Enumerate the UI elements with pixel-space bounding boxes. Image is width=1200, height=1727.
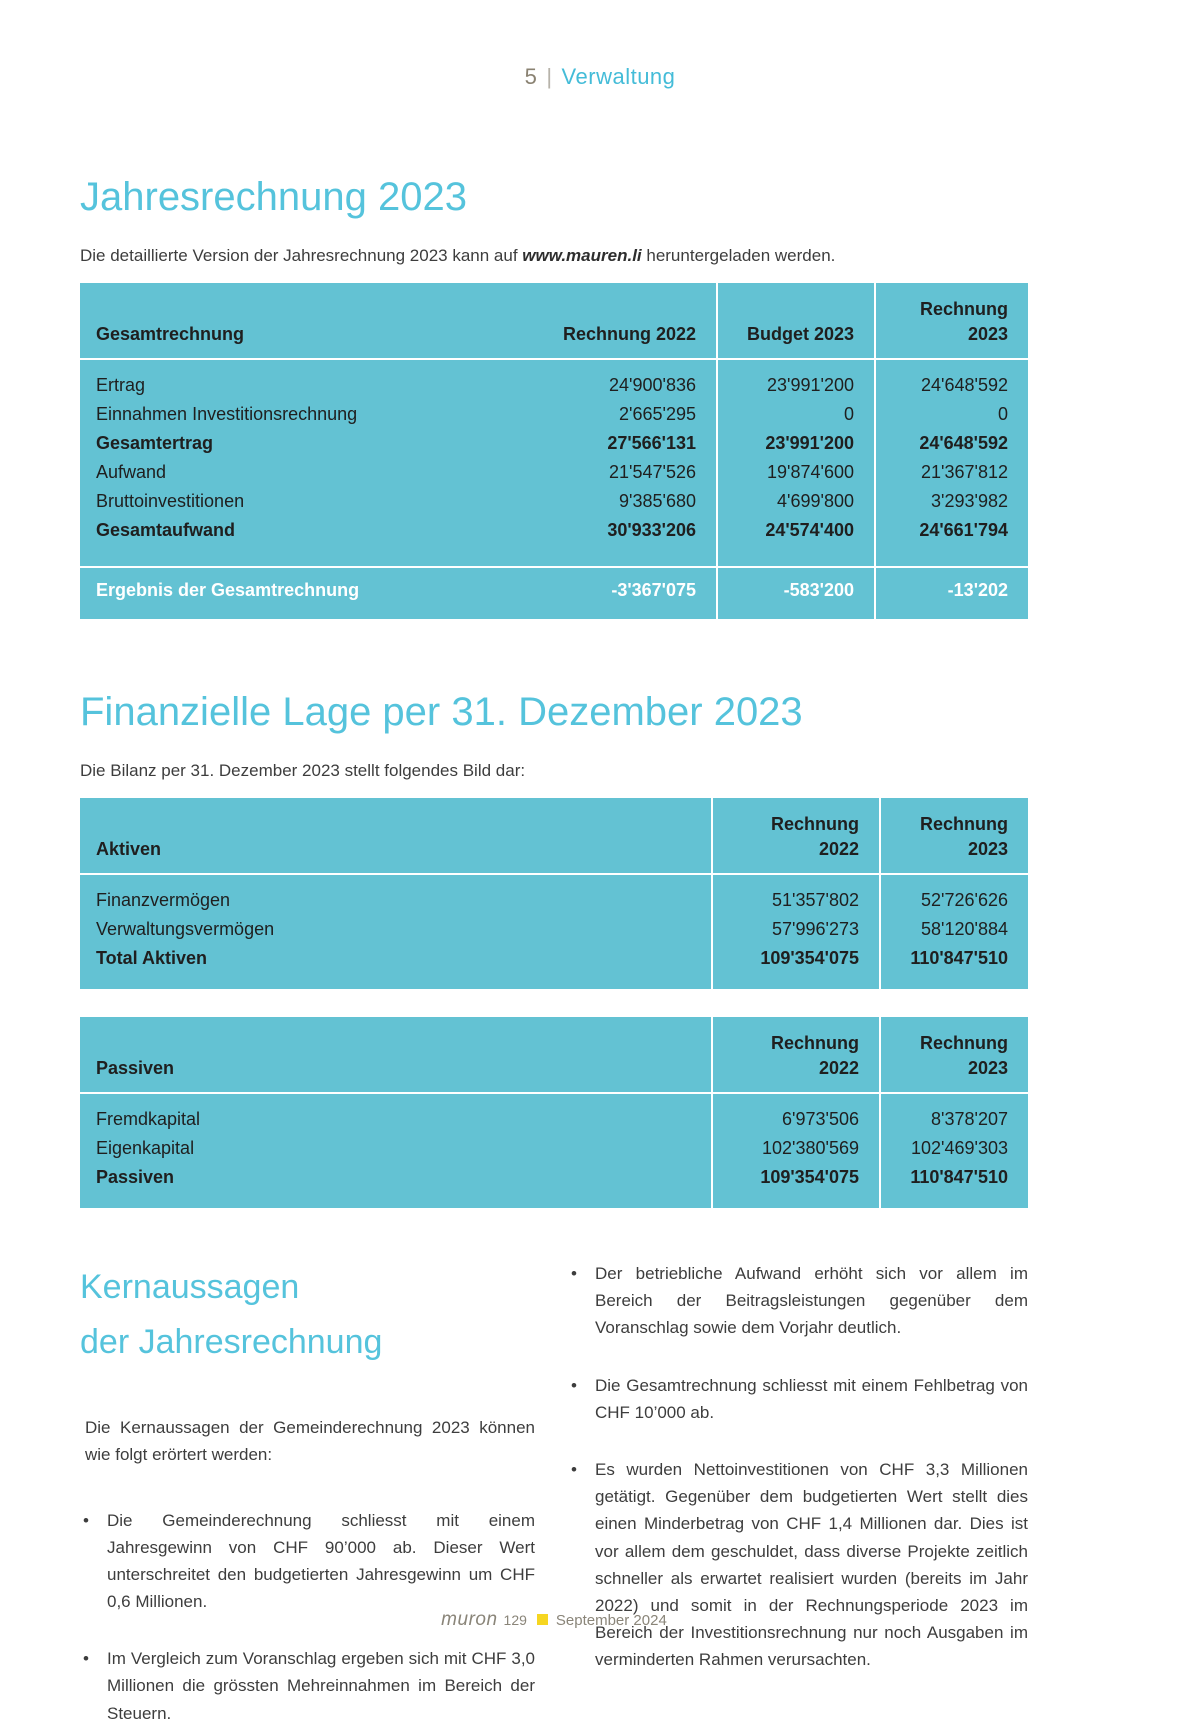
table-spacer-row (80, 1192, 1028, 1208)
table-row (80, 1134, 1028, 1163)
title-line-1: Kernaussagen (80, 1268, 300, 1306)
kernaussagen-intro: Die Kernaussagen der Gemeinderechnung 2023 können wie folgt erörtert werden: (85, 1418, 535, 1465)
table-row-total (80, 1163, 1028, 1192)
chapter-number: 5 (524, 64, 538, 89)
cell-value: -583'200 (717, 567, 875, 619)
cell-value: 109'354'075 (712, 1163, 880, 1192)
cell-value: 24'900'836 (609, 375, 696, 395)
bullet-item: • Der betriebliche Aufwand erhöht sich vor allem im Bereich der Beitragsleistungen gegenüber dem Voranschlag sowie dem Vorjahr deutlich. (568, 1260, 1028, 1342)
kernaussagen-right-column (568, 1260, 1028, 1727)
table-header-row (80, 1017, 1028, 1093)
cell-value: 0 (717, 400, 875, 429)
kernaussagen-left-column (80, 1260, 535, 1727)
cell-value: 109'354'075 (712, 944, 880, 973)
column-header: Budget 2023 (717, 283, 875, 359)
table-row (80, 487, 1028, 516)
kernaussagen-section (80, 1260, 1028, 1727)
bullet-item: • Die Gemeinderechnung schliesst mit einem Jahresgewinn von CHF 90’000 ab. Dieser Wert unterschreitet den budgetierten Jahresgewinn um CHF 0,6 Millionen. (80, 1507, 535, 1616)
cell-value: -3'367'075 (611, 580, 696, 600)
column-header: Rechnung 2022 (712, 1017, 880, 1093)
cell-value: 24'648'592 (875, 429, 1028, 458)
page-header (0, 0, 1200, 90)
cell-value: 110'847'510 (880, 1163, 1028, 1192)
table-rule-row (80, 545, 1028, 567)
intro-text-suffix: heruntergeladen werden. (641, 246, 836, 265)
row-label: Passiven (96, 1167, 175, 1187)
cell-value: 9'385'680 (619, 491, 696, 511)
header-separator: | (546, 64, 553, 89)
section-title-kernaussagen (80, 1260, 535, 1370)
column-header: Rechnung 2023 (880, 1017, 1028, 1093)
row-label: Verwaltungsvermögen (96, 919, 275, 939)
table-row (80, 915, 1028, 944)
table-spacer-row (80, 874, 1028, 886)
table-passiven (80, 1017, 1028, 1208)
row-label: Total Aktiven (96, 948, 208, 968)
cell-value: 8'378'207 (880, 1105, 1028, 1134)
cell-value: 52'726'626 (880, 886, 1028, 915)
table-row (80, 458, 1028, 487)
table-spacer-row (80, 1093, 1028, 1105)
page-content (80, 174, 1028, 1727)
cell-value: 23'991'200 (717, 371, 875, 400)
table-row-total (80, 944, 1028, 973)
chapter-title: Verwaltung (561, 64, 676, 89)
row-label: Ergebnis der Gesamtrechnung (96, 580, 360, 600)
table-result-row (80, 567, 1028, 619)
table-title: Gesamtrechnung (80, 283, 492, 359)
cell-value: 24'574'400 (717, 516, 875, 545)
cell-value: 57'996'273 (712, 915, 880, 944)
footer-square-icon (537, 1614, 548, 1625)
cell-value: 58'120'884 (880, 915, 1028, 944)
cell-value: 102'469'303 (880, 1134, 1028, 1163)
table-row-total (80, 516, 1028, 545)
intro-text-prefix: Die detaillierte Version der Jahresrechnung 2023 kann auf (80, 246, 523, 265)
bilanz-intro-paragraph: Die Bilanz per 31. Dezember 2023 stellt folgendes Bild dar: (80, 761, 526, 780)
cell-value: 30'933'206 (607, 520, 696, 540)
table-row (80, 1105, 1028, 1134)
table-row (80, 371, 1028, 400)
table-row-total (80, 429, 1028, 458)
cell-value: 19'874'600 (717, 458, 875, 487)
row-label: Bruttoinvestitionen (96, 491, 245, 511)
table-header-row (80, 283, 1028, 359)
cell-value: -13'202 (875, 567, 1028, 619)
table-row (80, 886, 1028, 915)
cell-value: 21'547'526 (609, 462, 696, 482)
table-header-row (80, 798, 1028, 874)
row-label: Einnahmen Investitionsrechnung (96, 404, 358, 424)
cell-value: 51'357'802 (712, 886, 880, 915)
cell-value: 2'665'295 (619, 404, 696, 424)
row-label: Gesamtertrag (96, 433, 214, 453)
cell-value: 21'367'812 (875, 458, 1028, 487)
table-aktiven (80, 798, 1028, 989)
intro-paragraph (80, 246, 1028, 266)
column-header: Rechnung 2022 (712, 798, 880, 874)
footer-brand: muron (441, 1609, 498, 1630)
bullet-item: • Im Vergleich zum Voranschlag ergeben sich mit CHF 3,0 Millionen die grössten Mehreinnahmen im Bereich der Steuern. (80, 1645, 535, 1727)
cell-value: 4'699'800 (717, 487, 875, 516)
cell-value: 6'973'506 (712, 1105, 880, 1134)
cell-value: 23'991'200 (717, 429, 875, 458)
cell-value: 110'847'510 (880, 944, 1028, 973)
bullet-item: • Die Gesamtrechnung schliesst mit einem Fehlbetrag von CHF 10’000 ab. (568, 1372, 1028, 1426)
cell-value: 24'661'794 (875, 516, 1028, 545)
footer-date: September 2024 (555, 1612, 667, 1629)
column-header: Rechnung 2023 (880, 798, 1028, 874)
table-gesamtrechnung (80, 283, 1028, 619)
page-footer (80, 1609, 1028, 1631)
cell-value: 3'293'982 (875, 487, 1028, 516)
website-link[interactable]: www.mauren.li (522, 246, 642, 265)
table-row (80, 400, 1028, 429)
cell-value: 0 (875, 400, 1028, 429)
column-header: Rechnung 2023 (875, 283, 1028, 359)
row-label: Eigenkapital (96, 1138, 195, 1158)
bullet-item: • Es wurden Nettoinvestitionen von CHF 3,3 Millionen getätigt. Gegenüber dem budgetierten Wert stellt dies einen Minderbetrag von CHF 1,4 Millionen dar. Dies ist vor allem dem geschuldet, dass diverse Projekte zeitlich schneller als erwartet realisiert wurden (bereits im Jahr 2022) und somit in der Rechnungsperiode 2023 im Bereich der Investitionsrechnung nur noch Ausgaben im verminderten Rahmen verursachten. (568, 1456, 1028, 1674)
table-title: Passiven (80, 1017, 712, 1093)
section-title-finanzielle-lage: Finanzielle Lage per 31. Dezember 2023 (80, 690, 803, 734)
footer-page-number: 129 (503, 1612, 527, 1628)
column-header: Rechnung 2022 (492, 283, 717, 359)
row-label: Gesamtaufwand (96, 520, 236, 540)
table-spacer-row (80, 359, 1028, 371)
row-label: Fremdkapital (96, 1109, 201, 1129)
table-spacer-row (80, 973, 1028, 989)
table-title: Aktiven (80, 798, 712, 874)
row-label: Aufwand (96, 462, 167, 482)
row-label: Ertrag (96, 375, 146, 395)
cell-value: 24'648'592 (875, 371, 1028, 400)
row-label: Finanzvermögen (96, 890, 231, 910)
cell-value: 102'380'569 (712, 1134, 880, 1163)
cell-value: 27'566'131 (607, 433, 696, 453)
title-line-2: der Jahresrechnung (80, 1323, 383, 1362)
section-title-jahresrechnung: Jahresrechnung 2023 (80, 175, 467, 219)
